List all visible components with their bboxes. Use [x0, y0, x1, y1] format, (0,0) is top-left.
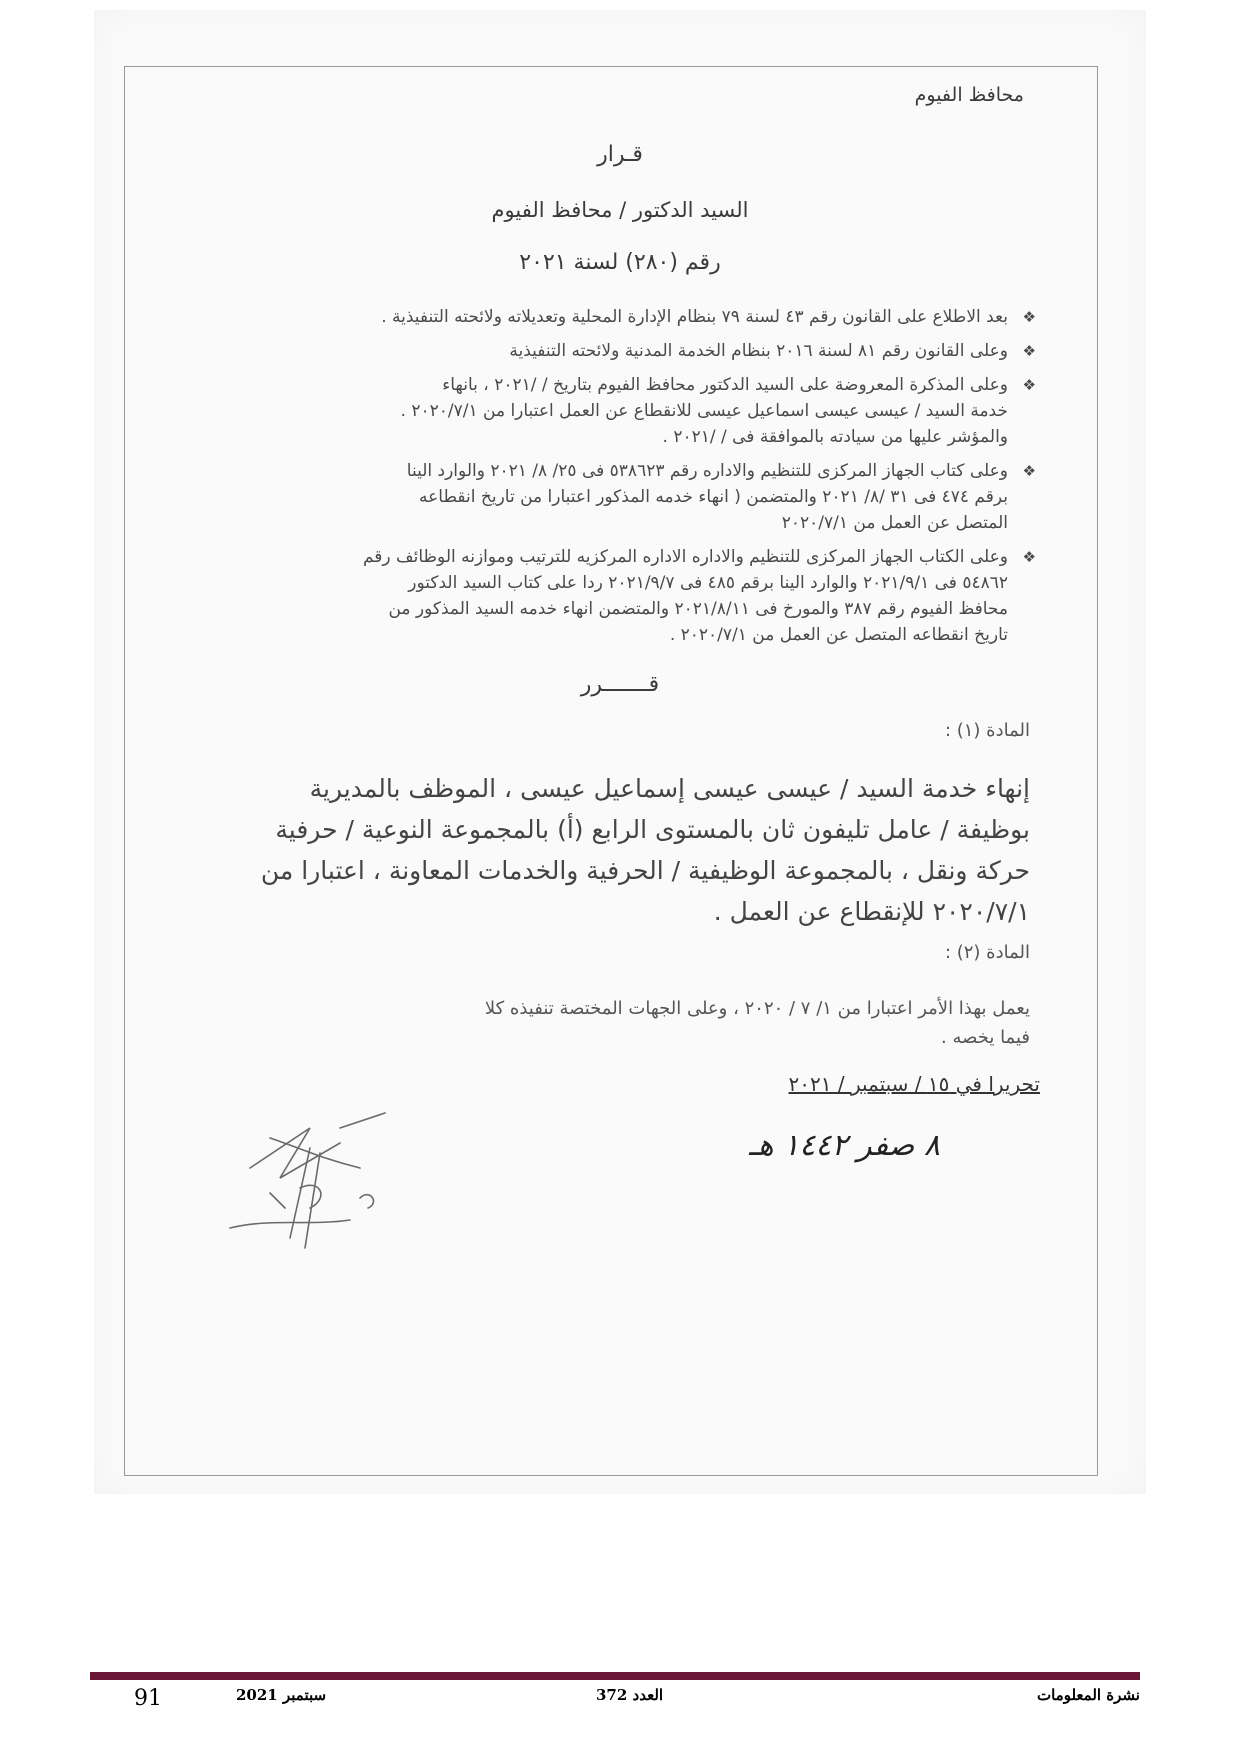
recital-item: ❖ وعلى القانون رقم ٨١ لسنة ٢٠١٦ بنظام الخدمة المدنية ولائحته التنفيذية — [224, 338, 1008, 364]
bullet-icon: ❖ — [1022, 548, 1036, 566]
footer-issue: العدد 372 — [596, 1686, 664, 1704]
bullet-icon: ❖ — [1022, 308, 1036, 326]
signature-image — [210, 1108, 450, 1258]
decree-subheading: قـــــــرر — [580, 672, 660, 697]
page-number: 91 — [134, 1686, 162, 1711]
article-2-label: المادة (٢) : — [944, 942, 1030, 963]
decree-number: رقم (٢٨٠) لسنة ٢٠٢١ — [519, 250, 721, 275]
footer-month: سبتمبر 2021 — [236, 1686, 327, 1704]
article-2-text: يعمل بهذا الأمر اعتبارا من ١/ ٧ / ٢٠٢٠ ، وعلى الجهات المختصة تنفيذه كلا فيما يخصه . — [484, 998, 1030, 1048]
footer-publication: نشرة المعلومات — [1036, 1686, 1140, 1704]
bullet-icon: ❖ — [1022, 462, 1036, 480]
decree-issuer: السيد الدكتور / محافظ الفيوم — [491, 198, 749, 222]
governor-header: محافظ الفيوم — [914, 84, 1024, 106]
article-1-label: المادة (١) : — [944, 720, 1030, 741]
recital-item: ❖ وعلى المذكرة المعروضة على السيد الدكتور محافظ الفيوم بتاريخ / /٢٠٢١ ، بانهاء خدمة السيد / عيسى عيسى اسماعيل عيسى للانقطاع عن العمل اعتبارا من ٢٠٢٠/٧/١ . والمؤشر عليها من سيادته بالموافقة فى / /٢٠٢١ . — [224, 372, 1008, 450]
hijri-date: ٨ صفر ١٤٤٢ هـ — [748, 1128, 940, 1163]
recitals-list — [224, 304, 1036, 656]
article-1-text: إنهاء خدمة السيد / عيسى عيسى إسماعيل عيسى ، الموظف بالمديرية بوظيفة / عامل تليفون ثان بالمستوى الرابع (أ) بالمجموعة النوعية / حرفية حركة ونقل ، بالمجموعة الوظيفية / الحرفية والخدمات المعاونة ، اعتبارا من ٢٠٢٠/٧/١ للإنقطاع عن العمل . — [260, 774, 1030, 926]
recital-item: ❖ بعد الاطلاع على القانون رقم ٤٣ لسنة ٧٩ بنظام الإدارة المحلية وتعديلاته ولائحته التنفيذية . — [224, 304, 1008, 330]
bullet-icon: ❖ — [1022, 376, 1036, 394]
recital-item: ❖ وعلى الكتاب الجهاز المركزى للتنظيم والاداره الاداره المركزيه للترتيب وموازنه الوظائف رقم ٥٤٨٦٢ فى ٢٠٢١/٩/١ والوارد الينا برقم ٤٨٥ فى ٢٠٢١/٩/٧ ردا على كتاب السيد الدكتور محافظ الفيوم رقم ٣٨٧ والمورخ فى ٢٠٢١/٨/١١ والمتضمن انهاء خدمه السيد المذكور من تاريخ انقطاعه المتصل عن العمل من ٢٠٢٠/٧/١ . — [224, 544, 1008, 648]
issued-date: تحريرا في ١٥ / سبتمبر / ٢٠٢١ — [788, 1072, 1040, 1096]
footer-bar — [90, 1672, 1140, 1680]
recital-item: ❖ وعلى كتاب الجهاز المركزى للتنظيم والاداره رقم ٥٣٨٦٢٣ فى ٢٥/ ٨/ ٢٠٢١ والوارد الينا برقم ٤٧٤ فى ٣١ /٨/ ٢٠٢١ والمتضمن ( انهاء خدمه المذكور اعتبارا من تاريخ انقطاعه المتصل عن العمل من ٢٠٢٠/٧/١ — [224, 458, 1008, 536]
bullet-icon: ❖ — [1022, 342, 1036, 360]
decree-heading: قـرار — [597, 142, 643, 167]
